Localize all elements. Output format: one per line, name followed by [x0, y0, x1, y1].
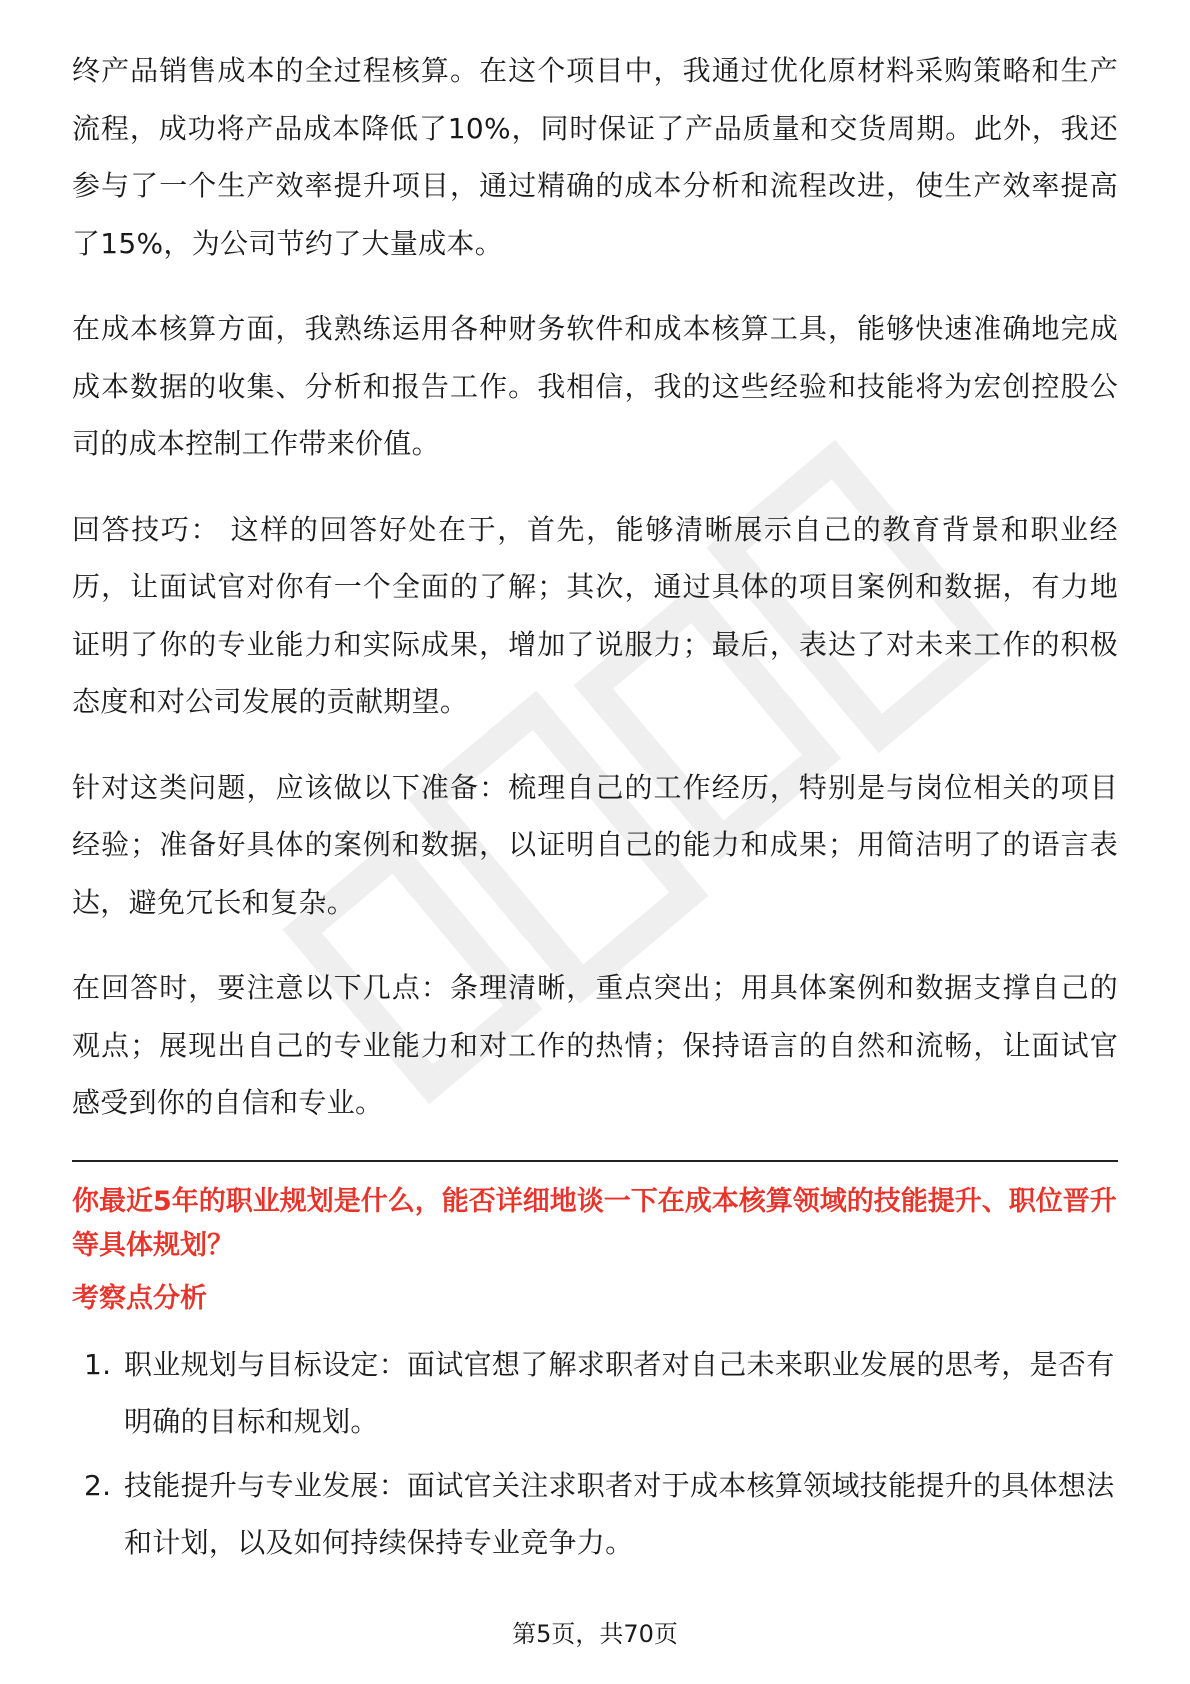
paragraph: 终产品销售成本的全过程核算。在这个项目中，我通过优化原材料采购策略和生产流程，成功将产品成本降低了10%，同时保证了产品质量和交货周期。此外，我还参与了一个生产效率提升项目，通过精确的成本分析和流程改进，使生产效率提高了15%，为公司节约了大量成本。: [72, 54, 1118, 260]
list-number: 2.: [84, 1468, 112, 1502]
list-text: 技能提升与专业发展：面试官关注求职者对于成本核算领域技能提升的具体想法和计划，以及如何持续保持专业竞争力。: [124, 1468, 1115, 1559]
page-footer: 第5页，共70页: [512, 1620, 678, 1648]
paragraph: 在回答时，要注意以下几点：条理清晰，重点突出；用具体案例和数据支撑自己的观点；展现出自己的专业能力和对工作的热情；保持语言的自然和流畅，让面试官感受到你的自信和专业。: [72, 971, 1118, 1119]
list-number: 1.: [84, 1347, 112, 1381]
list-item: [72, 1457, 1118, 1572]
document-content: [72, 42, 1118, 1572]
analysis-heading: 考察点分析: [72, 1282, 207, 1314]
paragraph: 回答技巧： 这样的回答好处在于，首先，能够清晰展示自己的教育背景和职业经历，让面试官对你有一个全面的了解；其次，通过具体的项目案例和数据，有力地证明了你的专业能力和实际成果，增加了说服力；最后，表达了对未来工作的积极态度和对公司发展的贡献期望。: [72, 512, 1118, 718]
paragraph: 针对这类问题，应该做以下准备：梳理自己的工作经历，特别是与岗位相关的项目经验；准备好具体的案例和数据，以证明自己的能力和成果；用简洁明了的语言表达，避免冗长和复杂。: [72, 770, 1118, 919]
list-item: [72, 1336, 1118, 1451]
section-divider: [72, 1160, 1118, 1162]
list-text: 职业规划与目标设定：面试官想了解求职者对自己未来职业发展的思考，是否有明确的目标和规划。: [124, 1347, 1115, 1438]
paragraph: 在成本核算方面，我熟练运用各种财务软件和成本核算工具，能够快速准确地完成成本数据的收集、分析和报告工作。我相信，我的这些经验和技能将为宏创控股公司的成本控制工作带来价值。: [72, 312, 1118, 460]
question-heading: 你最近5年的职业规划是什么，能否详细地谈一下在成本核算领域的技能提升、职位晋升等具体规划？: [72, 1185, 1117, 1261]
analysis-list: [72, 1336, 1118, 1572]
